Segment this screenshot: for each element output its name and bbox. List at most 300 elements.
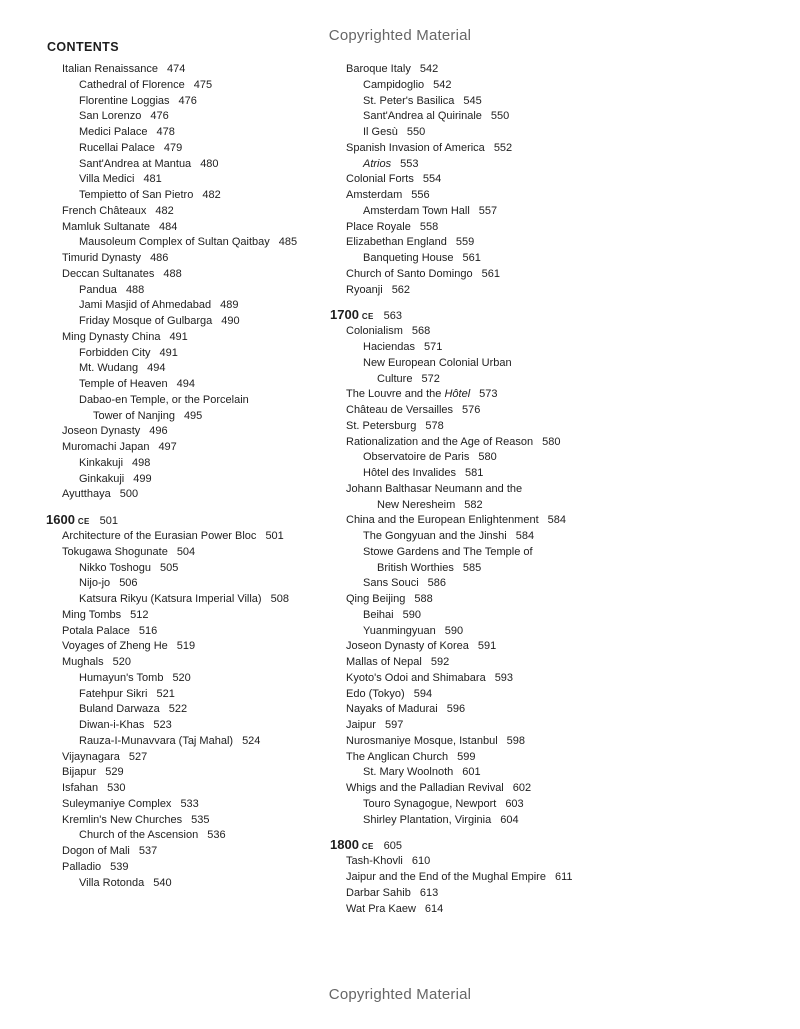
toc-entry-page: 539 xyxy=(110,860,129,873)
toc-entry-title: New Neresheim xyxy=(377,498,456,511)
toc-entry-page: 542 xyxy=(419,63,439,75)
toc-entry-page: 591 xyxy=(477,640,497,653)
toc-entry-page: 590 xyxy=(402,608,421,621)
toc-column-right xyxy=(330,62,630,917)
toc-entry-title: Culture xyxy=(377,372,413,385)
toc-entry xyxy=(46,62,356,78)
toc-entry-title: Observatoire de Paris xyxy=(363,451,470,464)
toc-entry-title: Il Gesù xyxy=(363,126,398,138)
toc-entry-page: 490 xyxy=(221,315,240,327)
toc-list xyxy=(46,529,356,891)
toc-entry-title: Italian Renaissance xyxy=(62,63,159,75)
toc-entry-page: 599 xyxy=(457,750,476,763)
toc-entry xyxy=(330,125,630,141)
toc-entry xyxy=(46,718,356,734)
toc-entry-title: Villa Medici xyxy=(79,173,135,186)
toc-entry-page: 521 xyxy=(156,687,175,700)
toc-entry-page: 596 xyxy=(446,703,466,716)
toc-entry-title: Rationalization and the Age of Reason xyxy=(346,435,534,448)
toc-entry-page: 494 xyxy=(176,378,196,390)
toc-entry-title: Mausoleum Complex of Sultan Qaitbay xyxy=(79,236,270,249)
toc-entry-title: Mamluk Sultanate xyxy=(62,220,151,233)
toc-entry xyxy=(46,456,356,472)
toc-entry-page: 598 xyxy=(506,734,525,747)
toc-entry xyxy=(46,94,356,110)
toc-entry xyxy=(46,377,356,393)
toc-entry xyxy=(330,235,630,251)
toc-entry xyxy=(330,592,630,608)
toc-entry xyxy=(46,409,356,425)
toc-entry xyxy=(330,387,630,403)
toc-entry-page: 480 xyxy=(200,157,219,170)
toc-entry-title: Florentine Loggias xyxy=(79,94,170,107)
toc-entry-page: 486 xyxy=(150,252,169,264)
toc-entry-page: 597 xyxy=(384,719,404,731)
toc-entry-page: 553 xyxy=(400,157,419,170)
toc-entry xyxy=(330,498,630,514)
toc-entry xyxy=(46,125,356,141)
toc-entry-title: Colonial Forts xyxy=(346,173,414,186)
toc-entry xyxy=(46,109,356,125)
toc-list xyxy=(330,62,630,298)
toc-entry xyxy=(330,267,630,283)
toc-entry xyxy=(46,157,356,173)
toc-entry-page: 582 xyxy=(464,498,483,511)
toc-entry xyxy=(46,361,356,377)
period-era: CE xyxy=(77,517,90,526)
toc-entry xyxy=(330,655,630,671)
toc-entry xyxy=(330,639,630,655)
toc-entry xyxy=(330,513,630,529)
toc-entry-page: 533 xyxy=(180,797,199,810)
toc-entry-page: 603 xyxy=(505,797,524,810)
toc-entry-title: Joseon Dynasty of Korea xyxy=(346,640,469,653)
toc-entry-title: Deccan Sultanates xyxy=(62,267,155,280)
toc-entry xyxy=(330,466,630,482)
toc-entry xyxy=(330,482,630,498)
toc-entry-title: Mt. Wudang xyxy=(79,362,139,375)
toc-entry xyxy=(330,702,630,718)
toc-entry xyxy=(46,797,356,813)
toc-entry-page: 584 xyxy=(515,530,535,542)
toc-entry xyxy=(46,844,356,860)
toc-entry xyxy=(330,529,630,545)
toc-entry xyxy=(330,403,630,419)
toc-entry xyxy=(46,687,356,703)
toc-entry-title: Ryoanji xyxy=(346,283,383,296)
period-era: CE xyxy=(361,312,374,322)
toc-entry-page: 602 xyxy=(512,782,532,794)
toc-entry-title: Stowe Gardens and The Temple of xyxy=(363,545,533,558)
contents-heading: CONTENTS xyxy=(47,40,119,54)
toc-entry-page: 576 xyxy=(462,404,481,416)
toc-entry-page: 537 xyxy=(138,845,158,857)
toc-entry-title: St. Mary Woolnoth xyxy=(363,766,454,779)
toc-entry-title: Haciendas xyxy=(363,341,415,353)
toc-entry-page: 550 xyxy=(490,110,510,123)
toc-entry-page: 482 xyxy=(155,204,174,217)
toc-entry-page: 524 xyxy=(242,734,261,747)
toc-entry xyxy=(46,267,356,283)
toc-entry-title: Ginkakuji xyxy=(79,472,125,485)
toc-entry-page: 499 xyxy=(133,472,152,485)
toc-entry xyxy=(46,750,356,766)
period-year: 1800 xyxy=(330,837,359,853)
toc-entry-page: 561 xyxy=(462,252,481,264)
toc-entry-title: Johann Balthasar Neumann and the xyxy=(346,482,523,495)
toc-entry-title: Fatehpur Sikri xyxy=(79,687,148,700)
toc-entry xyxy=(46,529,356,545)
toc-entry xyxy=(330,356,630,372)
toc-entry-title: Buland Darwaza xyxy=(79,703,160,716)
toc-entry xyxy=(46,424,356,440)
toc-entry-page: 485 xyxy=(278,236,298,249)
toc-entry xyxy=(46,487,356,503)
period-page: 563 xyxy=(383,310,402,323)
toc-entry-page: 545 xyxy=(463,94,482,107)
toc-entry-title: Baroque Italy xyxy=(346,63,411,75)
toc-entry-title: Church of the Ascension xyxy=(79,829,199,842)
toc-entry xyxy=(46,639,356,655)
toc-entry-title: New European Colonial Urban xyxy=(363,356,512,369)
toc-entry-page: 529 xyxy=(105,766,124,779)
toc-entry-title: Diwan-i-Khas xyxy=(79,719,145,731)
toc-entry-page: 550 xyxy=(406,126,426,138)
toc-entry xyxy=(46,251,356,267)
toc-entry-page: 491 xyxy=(159,346,178,359)
toc-entry-title: Atrios xyxy=(363,157,392,170)
period-page: 501 xyxy=(99,515,118,527)
toc-column-left xyxy=(46,62,356,891)
toc-entry xyxy=(46,172,356,188)
toc-entry xyxy=(46,765,356,781)
toc-entry-page: 479 xyxy=(163,141,183,154)
toc-entry-title: China and the European Enlightenment xyxy=(346,514,539,527)
toc-list xyxy=(46,62,356,503)
toc-entry xyxy=(46,828,356,844)
toc-entry-title: Jami Masjid of Ahmedabad xyxy=(79,299,212,312)
toc-entry xyxy=(46,314,356,330)
toc-entry-title: Architecture of the Eurasian Power Bloc xyxy=(62,530,257,542)
toc-entry xyxy=(46,624,356,640)
toc-entry-page: 590 xyxy=(444,624,464,637)
toc-entry-page: 552 xyxy=(493,141,513,154)
toc-entry-title: Humayun's Tomb xyxy=(79,671,164,684)
toc-entry-title: Colonialism xyxy=(346,325,403,338)
toc-entry xyxy=(330,204,630,220)
toc-entry-title: Tash-Khovli xyxy=(346,855,403,868)
toc-entry-page: 580 xyxy=(542,435,561,448)
toc-entry-title: Château de Versailles xyxy=(346,404,454,416)
toc-entry xyxy=(330,734,630,750)
toc-entry xyxy=(330,765,630,781)
toc-entry-page: 505 xyxy=(159,561,179,574)
toc-entry-title: Kyoto's Odoi and Shimabara xyxy=(346,671,486,684)
toc-entry-page: 593 xyxy=(494,671,514,684)
toc-entry xyxy=(46,330,356,346)
toc-entry xyxy=(330,886,630,902)
toc-entry-title: Wat Pra Kaew xyxy=(346,902,416,915)
toc-entry-title: The Louvre and the xyxy=(346,388,445,401)
toc-entry-page: 559 xyxy=(455,236,475,249)
toc-entry-page: 614 xyxy=(424,902,444,915)
toc-entry-title: Hôtel des Invalides xyxy=(363,467,456,479)
toc-entry-page: 494 xyxy=(147,362,166,375)
toc-entry xyxy=(46,545,356,561)
toc-entry-title: Suleymaniye Complex xyxy=(62,797,172,810)
toc-entry-page: 498 xyxy=(132,456,151,469)
toc-entry xyxy=(46,860,356,876)
toc-entry-page: 481 xyxy=(143,173,162,186)
toc-entry xyxy=(330,78,630,94)
copyright-watermark-bottom: Copyrighted Material xyxy=(328,986,472,1003)
toc-entry-title: St. Petersburg xyxy=(346,419,417,432)
toc-entry xyxy=(330,157,630,173)
toc-entry xyxy=(46,781,356,797)
toc-entry-page: 558 xyxy=(419,220,439,233)
toc-entry-page: 501 xyxy=(265,530,284,542)
toc-entry xyxy=(330,870,630,886)
toc-entry-title: Ayutthaya xyxy=(62,488,111,501)
toc-entry xyxy=(330,340,630,356)
toc-entry xyxy=(46,204,356,220)
toc-entry-title: Dogon of Mali xyxy=(62,845,130,857)
toc-entry xyxy=(330,251,630,267)
toc-entry-title: Villa Rotonda xyxy=(79,876,145,889)
toc-entry-title: Dabao-en Temple, or the Porcelain xyxy=(79,393,249,406)
toc-entry xyxy=(46,472,356,488)
toc-entry-title-italic: Hôtel xyxy=(444,388,471,401)
toc-entry-page: 588 xyxy=(414,593,433,605)
toc-entry-page: 540 xyxy=(153,876,172,889)
toc-entry-title: Timurid Dynasty xyxy=(62,252,142,264)
toc-entry-title: Isfahan xyxy=(62,782,99,794)
toc-entry-title: Joseon Dynasty xyxy=(62,425,141,438)
toc-entry-title: Rucellai Palace xyxy=(79,141,155,154)
toc-entry xyxy=(46,188,356,204)
toc-entry-page: 542 xyxy=(433,78,452,91)
toc-entry-title: Palladio xyxy=(62,860,102,873)
toc-entry xyxy=(330,608,630,624)
toc-entry xyxy=(46,702,356,718)
toc-entry xyxy=(46,78,356,94)
toc-entry-page: 504 xyxy=(176,545,196,558)
period-heading-1700 xyxy=(330,306,630,323)
toc-entry-page: 580 xyxy=(478,451,497,464)
toc-entry xyxy=(46,220,356,236)
toc-entry-title: Place Royale xyxy=(346,220,411,233)
toc-entry xyxy=(330,188,630,204)
toc-entry xyxy=(46,813,356,829)
toc-entry-title: Amsterdam xyxy=(346,189,403,201)
toc-entry-title: Ming Tombs xyxy=(62,608,122,621)
toc-entry-title: Bijapur xyxy=(62,766,97,779)
toc-entry-title: Pandua xyxy=(79,283,117,296)
toc-entry xyxy=(46,141,356,157)
toc-entry xyxy=(330,561,630,577)
toc-entry-title: Tower of Nanjing xyxy=(93,409,175,422)
toc-entry xyxy=(330,324,630,340)
toc-entry-page: 535 xyxy=(191,813,210,826)
toc-entry xyxy=(46,283,356,299)
toc-entry xyxy=(330,687,630,703)
toc-entry-page: 594 xyxy=(413,687,433,700)
toc-entry xyxy=(46,734,356,750)
toc-entry-title: Voyages of Zheng He xyxy=(62,640,168,653)
toc-entry-title: The Anglican Church xyxy=(346,750,449,763)
toc-entry-title: Muromachi Japan xyxy=(62,441,150,453)
toc-entry-page: 610 xyxy=(411,855,431,868)
toc-entry xyxy=(330,94,630,110)
toc-entry xyxy=(46,876,356,892)
toc-entry xyxy=(46,671,356,687)
toc-entry-page: 500 xyxy=(119,488,139,501)
toc-entry xyxy=(46,608,356,624)
toc-entry-title: Potala Palace xyxy=(62,624,130,637)
toc-entry-title: Church of Santo Domingo xyxy=(346,267,473,280)
toc-entry-page: 561 xyxy=(481,267,500,280)
toc-entry-page: 488 xyxy=(125,283,145,296)
toc-entry-title: Rauza-I-Munavvara (Taj Mahal) xyxy=(79,734,234,747)
toc-entry-page: 523 xyxy=(153,719,172,731)
toc-entry-title: St. Peter's Basilica xyxy=(363,94,455,107)
toc-entry-page: 512 xyxy=(130,608,149,621)
toc-entry xyxy=(330,62,630,78)
toc-entry-title: Kinkakuji xyxy=(79,456,124,469)
toc-entry-page: 572 xyxy=(421,372,440,385)
toc-entry xyxy=(46,346,356,362)
copyright-watermark-top: Copyrighted Material xyxy=(328,27,472,44)
toc-entry-title: Touro Synagogue, Newport xyxy=(363,797,497,810)
toc-entry-title: Nijo-jo xyxy=(79,577,111,590)
toc-entry xyxy=(330,750,630,766)
toc-entry-title: Elizabethan England xyxy=(346,236,447,249)
toc-entry-title: Friday Mosque of Gulbarga xyxy=(79,315,213,327)
toc-entry-page: 474 xyxy=(167,63,186,75)
toc-entry-page: 527 xyxy=(128,750,148,763)
toc-entry-title: Sans Souci xyxy=(363,577,419,590)
toc-entry-title: Ming Dynasty China xyxy=(62,330,161,343)
toc-entry-title: Forbidden City xyxy=(79,346,151,359)
toc-entry xyxy=(46,440,356,456)
toc-entry-title: Vijaynagara xyxy=(62,750,120,763)
toc-entry-page: 613 xyxy=(419,886,439,899)
toc-entry-title: Mallas of Nepal xyxy=(346,656,422,668)
toc-entry-title: Nikko Toshogu xyxy=(79,561,151,574)
toc-list xyxy=(330,324,630,828)
toc-entry-title: Katsura Rikyu (Katsura Imperial Villa) xyxy=(79,593,262,605)
toc-entry-title: French Châteaux xyxy=(62,204,147,217)
toc-entry-page: 585 xyxy=(462,561,482,574)
toc-entry xyxy=(330,902,630,918)
toc-entry-title: Tempietto of San Pietro xyxy=(79,189,194,201)
toc-entry-title: Campidoglio xyxy=(363,78,425,91)
toc-entry xyxy=(330,109,630,125)
toc-entry-title: Mughals xyxy=(62,656,104,668)
toc-entry-page: 586 xyxy=(427,577,447,590)
toc-entry xyxy=(46,393,356,409)
toc-entry-title: Nurosmaniye Mosque, Istanbul xyxy=(346,734,498,747)
toc-entry xyxy=(330,718,630,734)
toc-entry-title: Yuanmingyuan xyxy=(363,624,436,637)
toc-entry-page: 519 xyxy=(176,640,196,653)
toc-entry-page: 601 xyxy=(462,766,481,779)
period-heading-1600 xyxy=(46,511,356,528)
toc-entry-page: 476 xyxy=(178,94,197,107)
period-page: 605 xyxy=(383,840,402,853)
toc-entry xyxy=(330,372,630,388)
toc-entry xyxy=(330,545,630,561)
toc-entry-title: Nayaks of Madurai xyxy=(346,703,438,716)
toc-entry-page: 530 xyxy=(107,782,126,794)
period-heading-1800 xyxy=(330,836,630,853)
toc-entry-page: 476 xyxy=(150,110,169,123)
toc-entry-page: 592 xyxy=(430,656,450,668)
toc-entry-title: Whigs and the Palladian Revival xyxy=(346,782,504,794)
toc-entry xyxy=(46,235,356,251)
toc-entry-title: Qing Beijing xyxy=(346,593,406,605)
toc-entry-title: Tokugawa Shogunate xyxy=(62,545,168,558)
toc-entry-title: Darbar Sahib xyxy=(346,886,411,899)
toc-entry xyxy=(330,797,630,813)
toc-entry-page: 573 xyxy=(479,388,498,401)
toc-entry-page: 520 xyxy=(112,656,131,668)
toc-entry xyxy=(330,576,630,592)
toc-entry xyxy=(330,172,630,188)
toc-entry-page: 536 xyxy=(207,829,226,842)
toc-entry-page: 482 xyxy=(202,189,221,201)
toc-entry-page: 584 xyxy=(547,514,566,527)
toc-entry xyxy=(330,813,630,829)
toc-entry-page: 475 xyxy=(193,78,213,91)
toc-entry-page: 478 xyxy=(156,126,175,138)
toc-entry-title: The Gongyuan and the Jinshi xyxy=(363,530,507,542)
toc-list xyxy=(330,854,630,917)
toc-entry xyxy=(46,576,356,592)
toc-entry-title: British Worthies xyxy=(377,561,454,574)
toc-entry-page: 568 xyxy=(411,325,431,338)
period-year: 1600 xyxy=(46,512,75,527)
toc-entry-page: 578 xyxy=(425,419,444,432)
toc-entry-page: 522 xyxy=(168,703,188,716)
toc-entry xyxy=(46,298,356,314)
toc-entry-page: 488 xyxy=(163,267,182,280)
toc-entry-page: 484 xyxy=(159,220,178,233)
toc-entry-page: 554 xyxy=(422,173,442,186)
toc-entry-title: San Lorenzo xyxy=(79,110,142,123)
toc-entry-page: 491 xyxy=(169,330,188,343)
toc-entry-page: 581 xyxy=(464,467,484,479)
toc-entry xyxy=(330,671,630,687)
toc-entry-page: 557 xyxy=(478,204,498,217)
period-year: 1700 xyxy=(330,307,359,323)
period-era: CE xyxy=(361,842,374,852)
toc-entry-page: 495 xyxy=(183,409,203,422)
toc-entry-page: 556 xyxy=(411,189,430,201)
toc-entry xyxy=(46,592,356,608)
toc-entry xyxy=(330,419,630,435)
toc-entry-page: 604 xyxy=(500,813,519,826)
toc-entry-page: 516 xyxy=(138,624,158,637)
toc-entry-page: 520 xyxy=(172,671,191,684)
toc-entry-title: Medici Palace xyxy=(79,126,148,138)
toc-entry xyxy=(330,450,630,466)
toc-entry xyxy=(46,561,356,577)
toc-entry xyxy=(330,283,630,299)
toc-entry-title: Cathedral of Florence xyxy=(79,78,185,91)
toc-entry xyxy=(330,854,630,870)
toc-entry xyxy=(330,220,630,236)
